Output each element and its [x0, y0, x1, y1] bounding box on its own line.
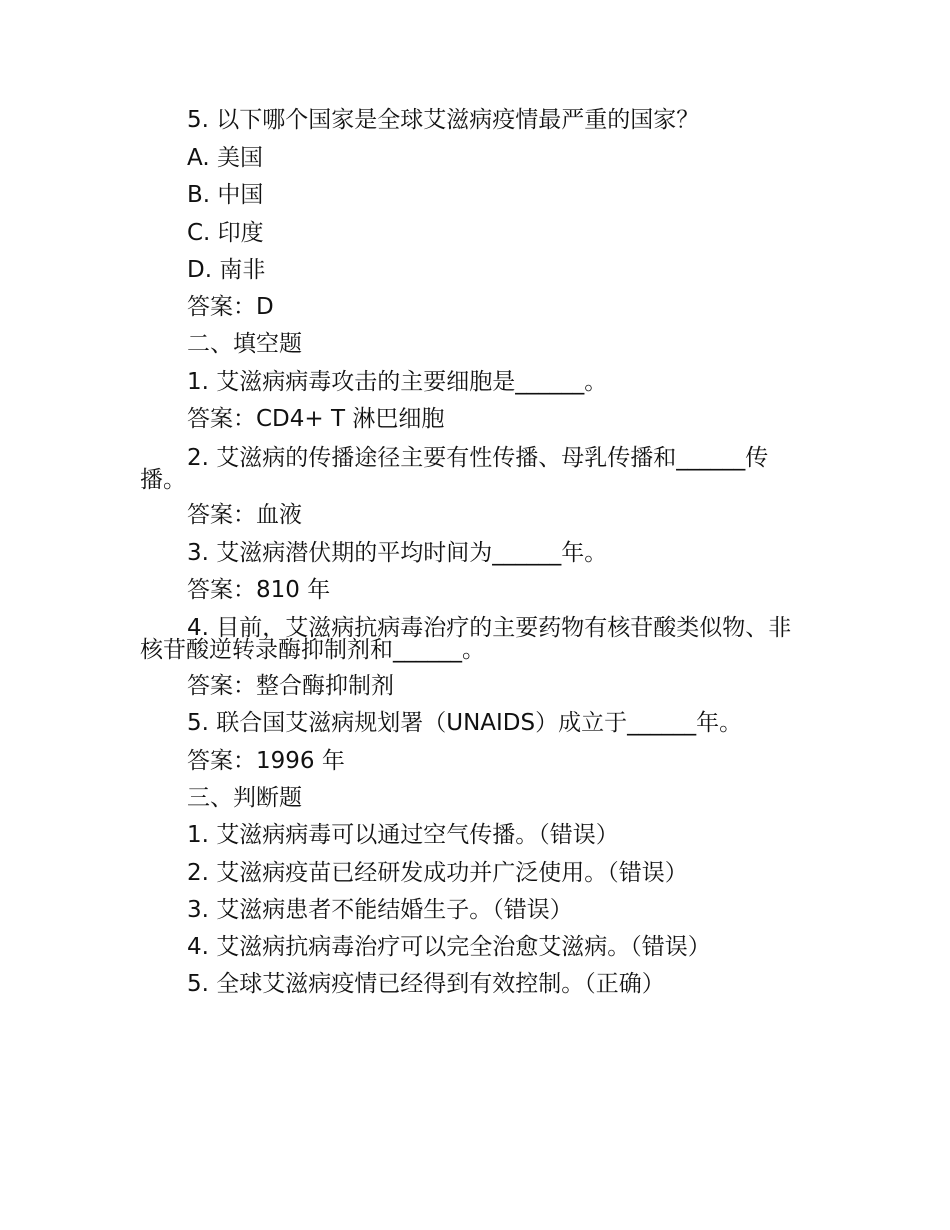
tf-item-3: 3. 艾滋病患者不能结婚生子。（错误） [187, 897, 573, 923]
mc-answer: 答案：D [187, 294, 274, 320]
option-b: B. 中国 [187, 182, 264, 208]
fill-question-5: 5. 联合国艾滋病规划署（UNAIDS）成立于______年。 [187, 710, 743, 736]
tf-item-4: 4. 艾滋病抗病毒治疗可以完全治愈艾滋病。（错误） [187, 934, 711, 960]
fill-question-1: 1. 艾滋病病毒攻击的主要细胞是______。 [187, 369, 608, 395]
tf-item-5: 5. 全球艾滋病疫情已经得到有效控制。（正确） [187, 971, 665, 997]
fill-answer-3: 答案：810 年 [187, 577, 331, 603]
tf-item-1: 1. 艾滋病病毒可以通过空气传播。（错误） [187, 822, 619, 848]
fill-answer-1: 答案：CD4+ T 淋巴细胞 [187, 406, 445, 432]
fill-question-4: 4. 目前，艾滋病抗病毒治疗的主要药物有核苷酸类似物、非核苷酸逆转录酶抑制剂和______。 [140, 615, 792, 663]
mc-question-5: 5. 以下哪个国家是全球艾滋病疫情最严重的国家？ [187, 107, 700, 133]
true-false-heading: 三、判断题 [187, 785, 302, 811]
fill-answer-2: 答案：血液 [187, 502, 302, 528]
tf-item-2: 2. 艾滋病疫苗已经研发成功并广泛使用。（错误） [187, 860, 688, 886]
fill-question-2: 2. 艾滋病的传播途径主要有性传播、母乳传播和______传播。 [140, 445, 769, 493]
fill-blank-heading: 二、填空题 [187, 331, 302, 357]
fill-answer-4: 答案：整合酶抑制剂 [187, 673, 394, 699]
option-c: C. 印度 [187, 220, 264, 246]
option-a: A. 美国 [187, 145, 263, 171]
fill-question-3: 3. 艾滋病潜伏期的平均时间为______年。 [187, 540, 608, 566]
option-d: D. 南非 [187, 257, 266, 283]
fill-answer-5: 答案：1996 年 [187, 748, 345, 774]
